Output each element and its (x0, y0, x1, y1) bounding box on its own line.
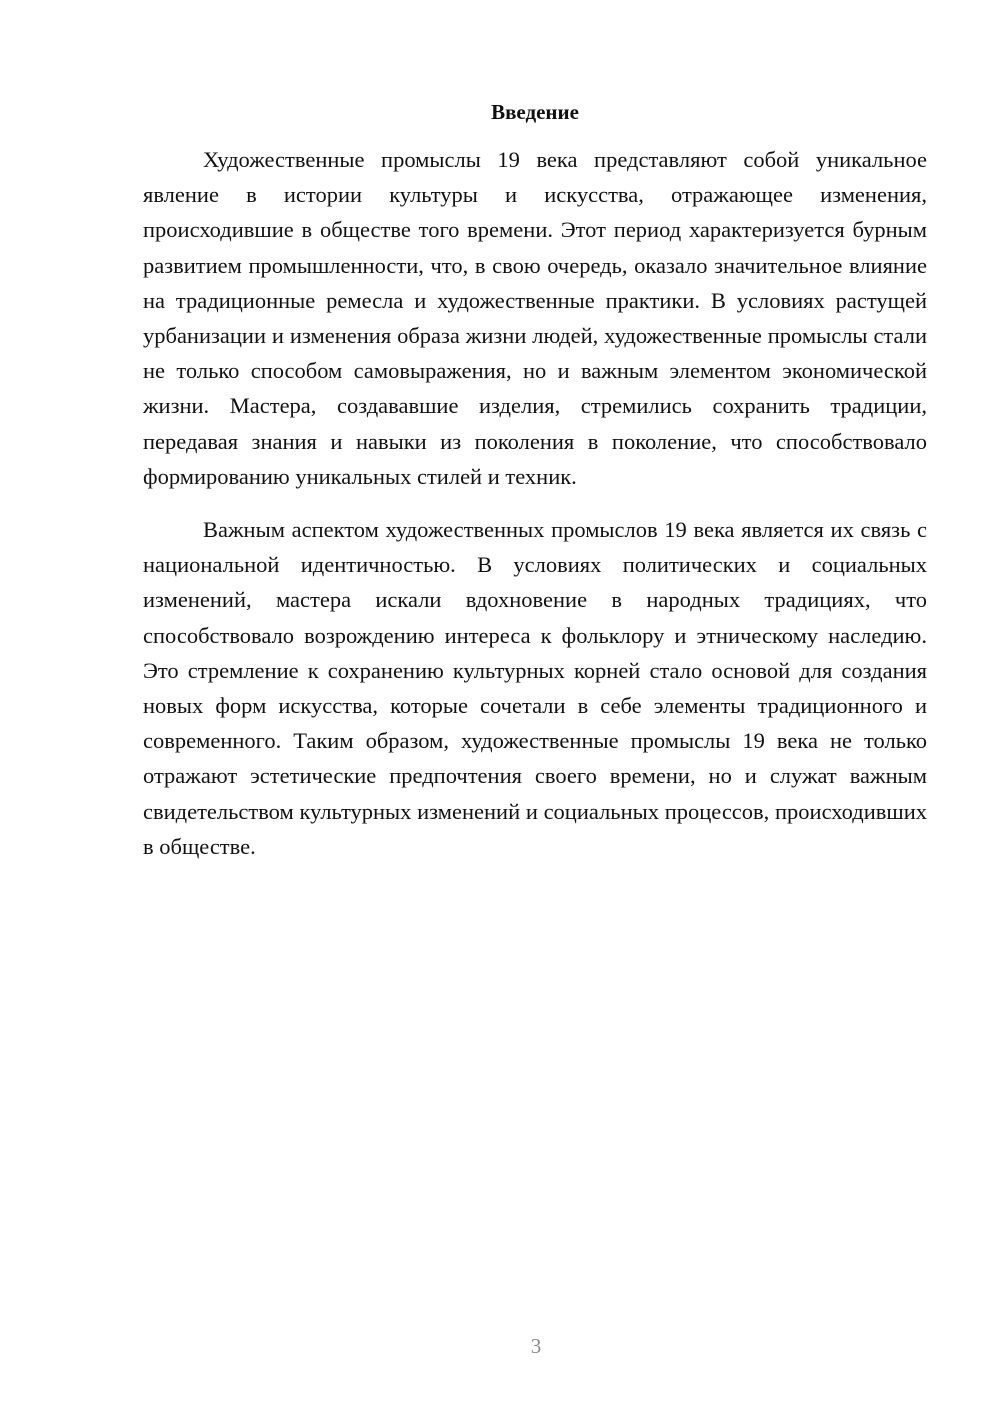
body-text (143, 142, 927, 864)
page-number: 3 (530, 1334, 542, 1358)
section-title: Введение (491, 100, 579, 124)
paragraph-1: Художественные промыслы 19 века представляют собой уникальное явление в истории культуры и искусства, отражающее изменения, происходившие в обществе того времени. Этот период характеризуется бурным развитием промышленности, что, в свою очередь, оказало значительное влияние на традиционные ремесла и художественные практики. В условиях растущей урбанизации и изменения образа жизни людей, художественные промыслы стали не только способом самовыражения, но и важным элементом экономической жизни. Мастера, создававшие изделия, стремились сохранить традиции, передавая знания и навыки из поколения в поколение, что способствовало формированию уникальных стилей и техник. (143, 147, 927, 489)
paragraph-2: Важным аспектом художественных промыслов 19 века является их связь с национальной идентичностью. В условиях политических и социальных изменений, мастера искали вдохновение в народных традициях, что способствовало возрождению интереса к фольклору и этническому наследию. Это стремление к сохранению культурных корней стало основой для создания новых форм искусства, которые сочетали в себе элементы традиционного и современного. Таким образом, художественные промыслы 19 века не только отражают эстетические предпочтения своего времени, но и служат важным свидетельством культурных изменений и социальных процессов, происходивших в обществе. (143, 517, 927, 859)
